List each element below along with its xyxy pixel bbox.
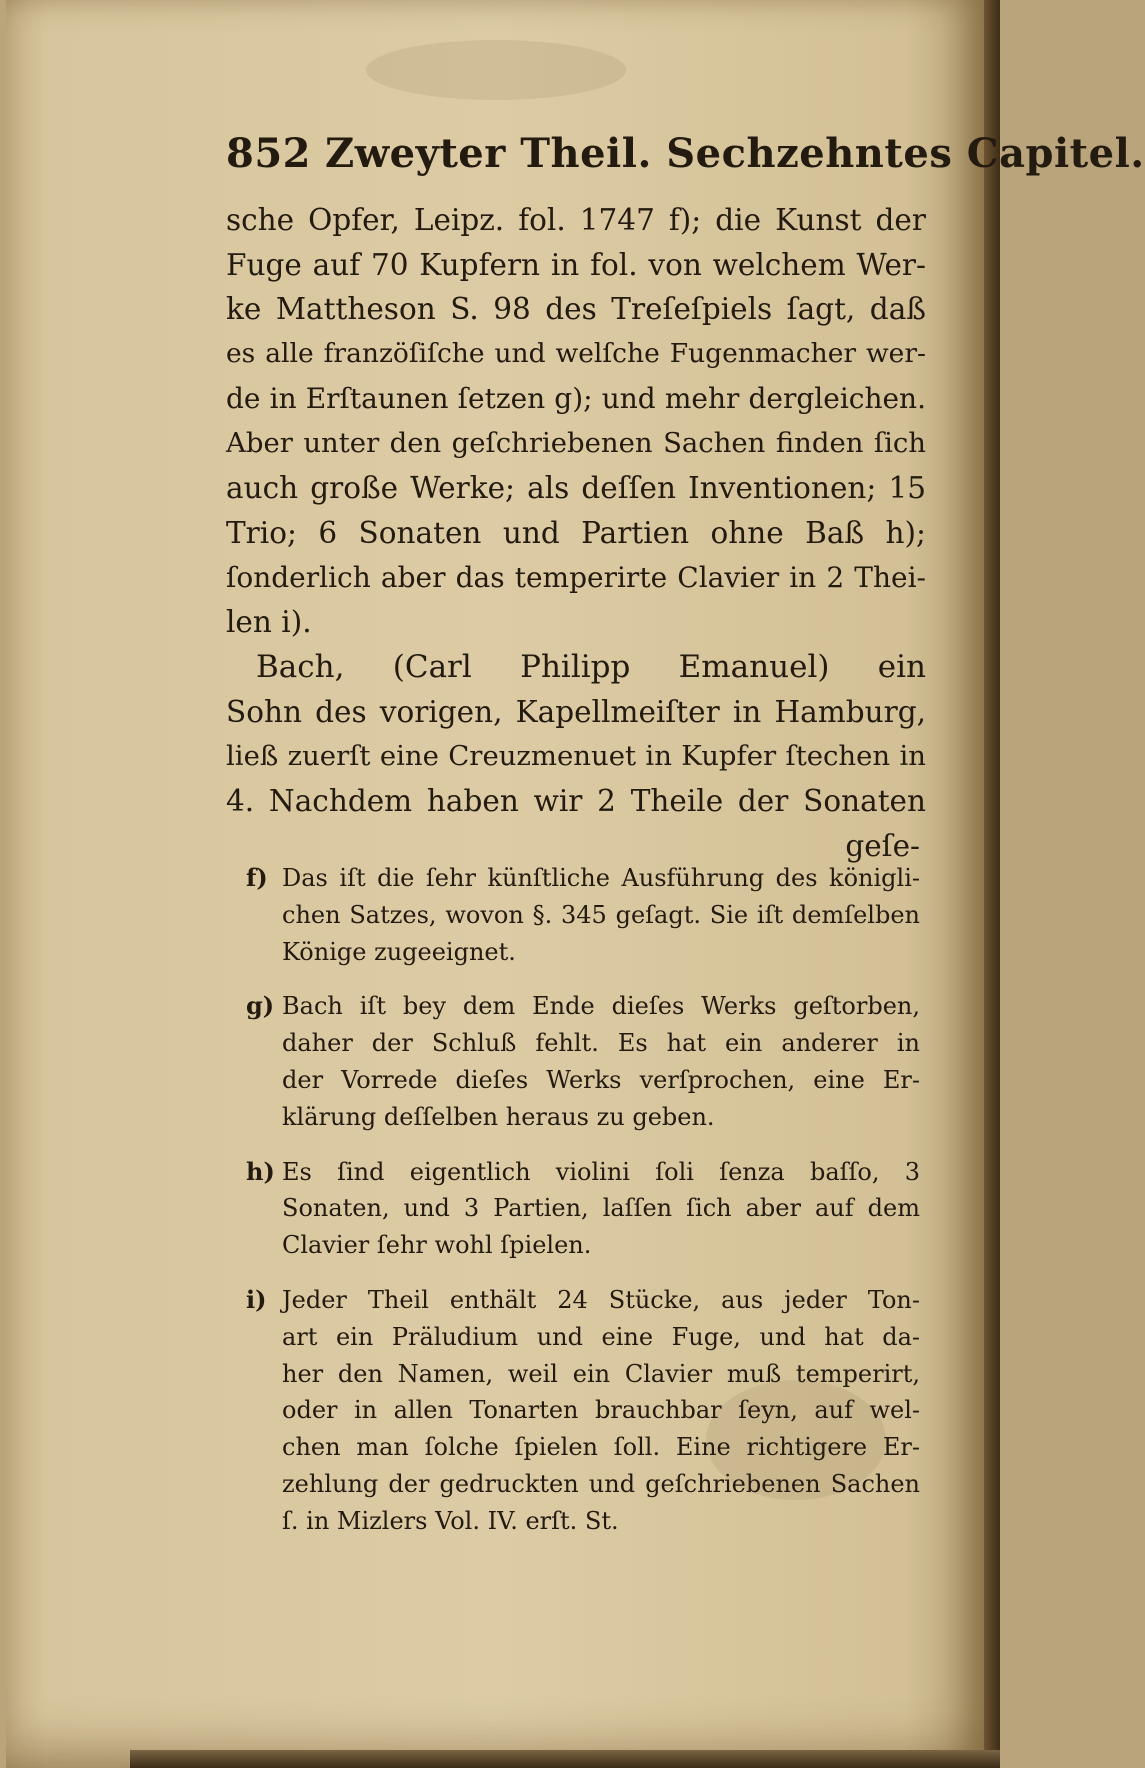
footnote-line: Bach iſt bey dem Ende dieſes Werks geſtorben, [282, 992, 920, 1021]
footnote-line: chen man ſolche ſpielen ſoll. Eine richtigere Er- [282, 1433, 920, 1462]
footnote-line: zehlung der gedruckten und geſchriebenen Sachen [282, 1469, 920, 1498]
text-line: Trio; 6 Sonaten und Partien ohne Baß h); [226, 515, 926, 550]
footnote-line: Sonaten, und 3 Partien, laſſen ſich aber auf dem [282, 1194, 920, 1223]
footnote-line: oder in allen Tonarten brauchbar ſeyn, auf wel- [282, 1396, 920, 1425]
page-number: 852 [226, 130, 311, 177]
footnote-line: her den Namen, weil ein Clavier muß temperirt, [282, 1359, 920, 1388]
footnote [246, 1154, 920, 1264]
footnote-mark: h) [246, 1156, 275, 1186]
footnote-line: der Vorrede dieſes Werks verſprochen, eine Er- [282, 1065, 920, 1094]
footnote-line: daher der Schluß fehlt. Es hat ein anderer in [282, 1029, 920, 1058]
text-line: Aber unter den geſchriebenen Sachen finden ſich [226, 427, 926, 460]
text-line: ſonderlich aber das temperirte Clavier in 2 Thei- [226, 560, 926, 594]
footnote-mark: f) [246, 863, 268, 892]
text-line: es alle franzöſiſche und welſche Fugenmacher wer- [226, 338, 926, 370]
text-line: 4. Nachdem haben wir 2 Theile der Sonaten [226, 783, 926, 818]
footnote-mark: g) [246, 991, 275, 1021]
text-line: len i). [226, 605, 312, 640]
footnote-line: Clavier ſehr wohl ſpielen. [282, 1231, 592, 1260]
paper-stain [366, 40, 626, 100]
footnote [246, 860, 920, 970]
footnote-line: art ein Präludium und eine Fuge, und hat da- [282, 1322, 920, 1351]
footnote-line: klärung deſſelben heraus zu geben. [282, 1102, 715, 1131]
footnote [246, 1282, 920, 1540]
footnote-line: chen Satzes, wovon §. 345 geſagt. Sie iſt demſelben [282, 900, 920, 929]
footnote-line: Es ſind eigentlich violini ſoli ſenza baſſo, 3 [282, 1157, 920, 1186]
footnote-line: ſ. in Mizlers Vol. IV. erſt. St. [282, 1506, 619, 1535]
footnote [246, 988, 920, 1135]
running-title: Zweyter Theil. Sechzehntes Capitel. [325, 130, 1145, 177]
text-line: ke Mattheson S. 98 des Treſeſpiels ſagt, daß [226, 292, 926, 327]
entry-heading-line: Bach, (Carl Philipp Emanuel) ein [256, 648, 926, 685]
main-text [226, 198, 926, 868]
catchword: geſe- [845, 828, 920, 863]
text-line: sche Opfer, Leipz. fol. 1747 f); die Kunst der [226, 203, 926, 237]
footnote-line: Jeder Theil enthält 24 Stücke, aus jeder Ton- [282, 1285, 920, 1314]
footnote-line: Könige zugeeignet. [282, 937, 516, 966]
text-line: Fuge auf 70 Kupfern in fol. von welchem Wer- [226, 247, 926, 282]
footnote-line: Das iſt die ſehr künſtliche Ausführung des königli- [282, 864, 920, 892]
text-line: de in Erſtaunen ſetzen g); und mehr dergleichen. [226, 381, 926, 415]
page-edge [984, 0, 1000, 1768]
page-bottom-edge [130, 1750, 1000, 1768]
text-line: ließ zuerſt eine Creuzmenuet in Kupfer ſtechen in [226, 740, 926, 773]
footnote-mark: i) [246, 1284, 267, 1314]
footnotes [246, 860, 920, 1558]
text-line: Sohn des vorigen, Kapellmeiſter in Hamburg, [226, 694, 926, 729]
text-line: auch große Werke; als deſſen Inventionen; 15 [226, 471, 926, 506]
running-header [226, 130, 1145, 177]
